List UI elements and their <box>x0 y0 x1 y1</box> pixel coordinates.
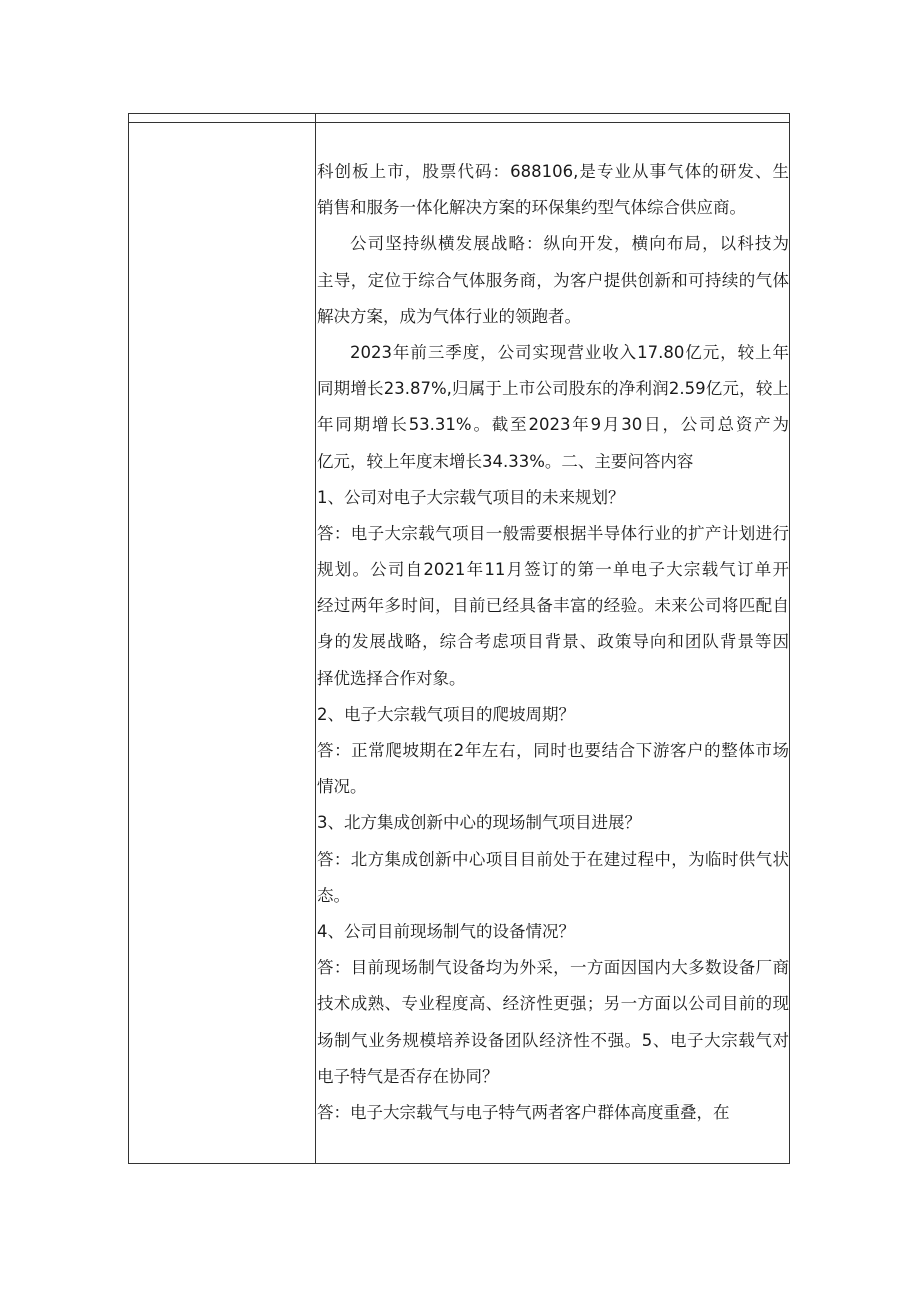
table-right-column <box>316 114 789 1163</box>
text-line: 情况。 <box>317 777 367 797</box>
row-divider-left <box>129 122 315 123</box>
text-line: 4、公司目前现场制气的设备情况？ <box>317 921 575 941</box>
table-left-column <box>129 114 316 1163</box>
text-line: 亿元，较上年度末增长34.33%。二、主要问答内容 <box>317 451 694 471</box>
text-line: 主导，定位于综合气体服务商，为客户提供创新和可持续的气体 <box>317 270 789 290</box>
text-line: 态。 <box>317 885 350 905</box>
text-line: 身的发展战略，综合考虑项目背景、政策导向和团队背景等因 <box>317 632 789 652</box>
text-line: 1、公司对电子大宗载气项目的未来规划？ <box>317 487 625 507</box>
text-line: 答：电子大宗载气与电子特气两者客户群体高度重叠，在 <box>317 1102 730 1122</box>
text-line: 答：北方集成创新中心项目目前处于在建过程中，为临时供气状 <box>317 849 789 869</box>
text-line: 场制气业务规模培养设备团队经济性不强。5、电子大宗载气对 <box>317 1030 789 1050</box>
text-line: 2023年前三季度，公司实现营业收入17.80亿元，较上年 <box>350 342 789 362</box>
text-line: 答：正常爬坡期在2年左右，同时也要结合下游客户的整体市场 <box>317 741 789 760</box>
content-table <box>128 113 790 1164</box>
text-line: 技术成熟、专业程度高、经济性更强；另一方面以公司目前的现 <box>317 994 789 1014</box>
text-line: 同期增长23.87%,归属于上市公司股东的净利润2.59亿元，较上 <box>317 379 789 399</box>
row-divider-right <box>316 122 789 123</box>
text-line: 答：目前现场制气设备均为外采，一方面因国内大多数设备厂商 <box>317 958 789 978</box>
text-line: 科创板上市，股票代码：688106,是专业从事气体的研发、生 <box>317 162 789 181</box>
text-line: 规划。公司自2021年11月签订的第一单电子大宗载气订单开 <box>317 560 789 580</box>
text-line: 2、电子大宗载气项目的爬坡周期？ <box>317 704 575 724</box>
document-text <box>316 154 789 1131</box>
text-line: 销售和服务一体化解决方案的环保集约型气体综合供应商。 <box>317 198 746 218</box>
text-line: 公司坚持纵横发展战略：纵向开发，横向布局，以科技为 <box>350 234 789 254</box>
text-line: 经过两年多时间，目前已经具备丰富的经验。未来公司将匹配自 <box>317 596 789 616</box>
text-line: 解决方案，成为气体行业的领跑者。 <box>317 306 581 326</box>
text-line: 择优选择合作对象。 <box>317 668 466 688</box>
text-line: 电子特气是否存在协同？ <box>317 1066 499 1086</box>
text-line: 年同期增长53.31%。截至2023年9月30日，公司总资产为 <box>317 415 789 435</box>
text-line: 答：电子大宗载气项目一般需要根据半导体行业的扩产计划进行 <box>317 523 789 543</box>
text-line: 3、北方集成创新中心的现场制气项目进展？ <box>317 813 641 833</box>
